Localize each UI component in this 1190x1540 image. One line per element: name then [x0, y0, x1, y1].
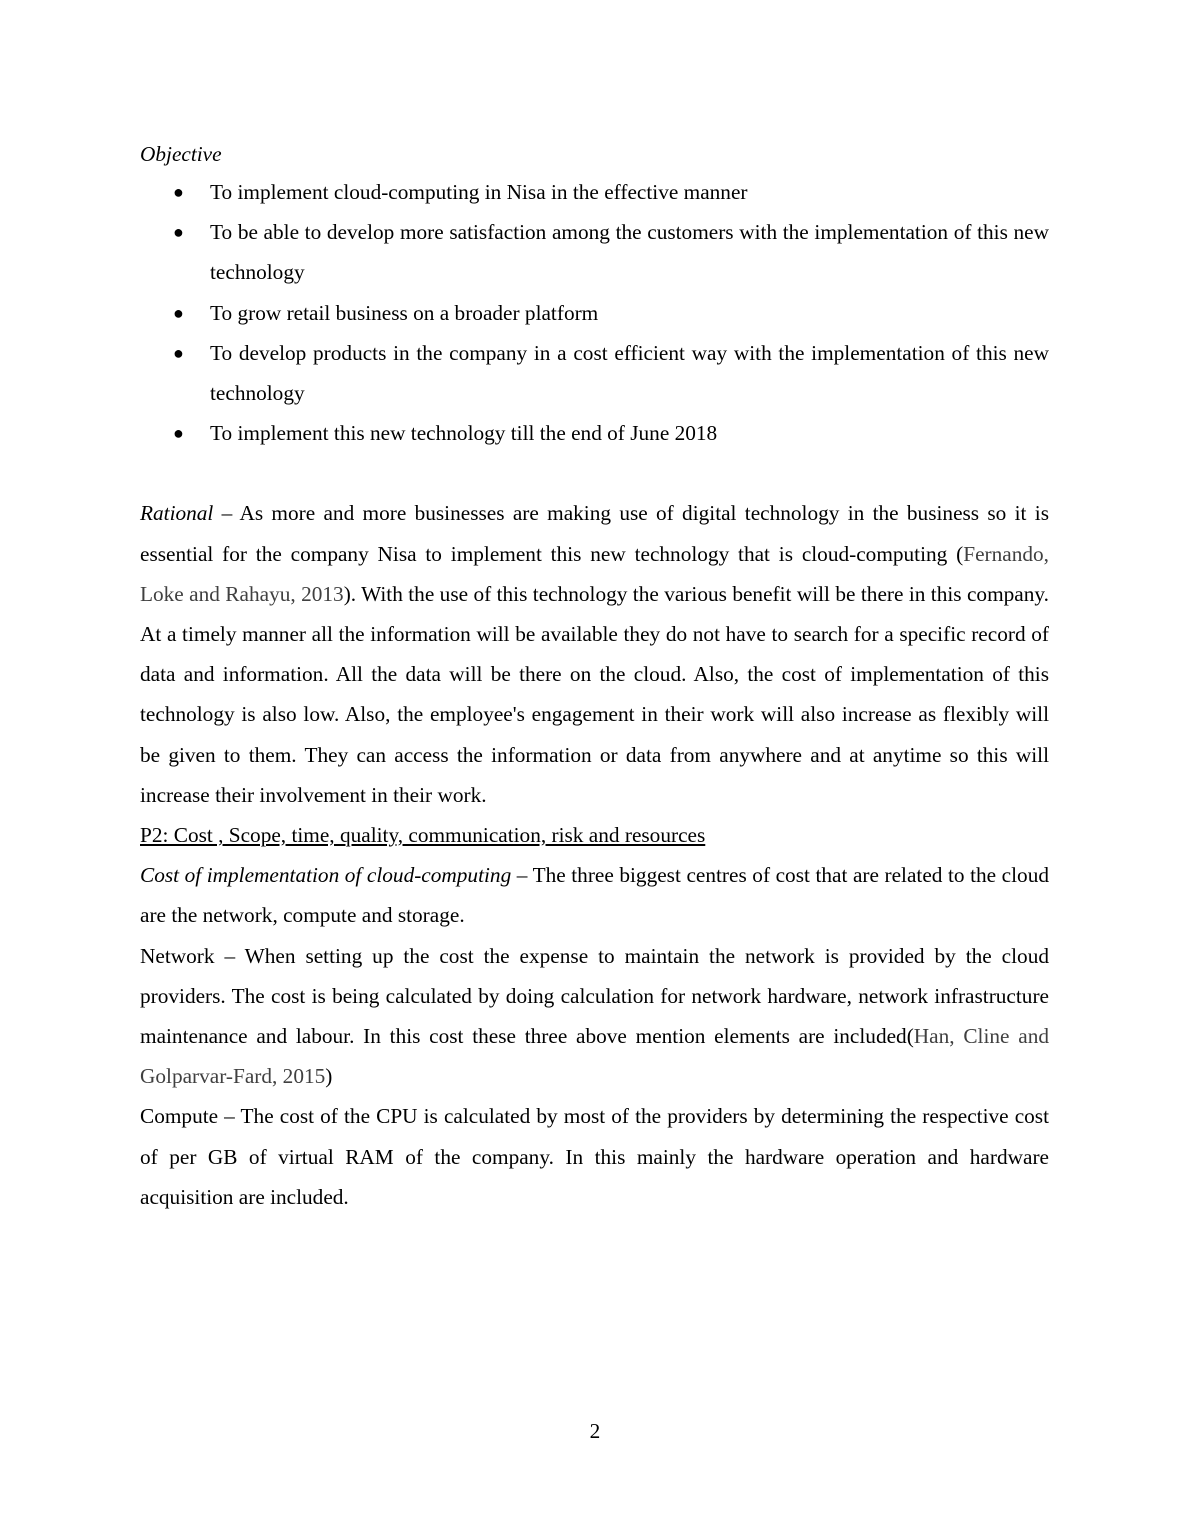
network-close: )	[325, 1064, 333, 1089]
bullet-icon: ●	[173, 342, 184, 363]
bullet-icon: ●	[173, 302, 184, 323]
list-item-text: To develop products in the company in a cost efficient way with the implementation of this new technology	[210, 340, 1049, 406]
blank-line	[140, 453, 1049, 493]
citation: Han, Cline and Golparvar-Fard, 2015	[140, 1024, 1049, 1089]
rational-label: Rational	[140, 501, 214, 526]
document-page	[140, 136, 1049, 1217]
cost-label: Cost of implementation of cloud-computing	[140, 863, 512, 888]
cost-text: – The three biggest centres of cost that are related to the cloud are the network, compute and storage.	[140, 863, 1049, 928]
compute-text: Compute – The cost of the CPU is calculated by most of the providers by determining the respective cost of per GB of virtual RAM of the company. In this mainly the hardware operation and hardware acquisition are included.	[140, 1104, 1049, 1209]
list-item-text: To grow retail business on a broader platform	[210, 300, 599, 325]
objective-list	[140, 172, 1049, 453]
rational-text-1: – As more and more businesses are making use of digital technology in the business so it is essential for the company Nisa to implement this new technology that is cloud-computing (	[140, 501, 1049, 566]
bullet-icon: ●	[173, 423, 184, 444]
network-text: Network – When setting up the cost the expense to maintain the network is provided by the cloud providers. The cost is being calculated by doing calculation for network hardware, network infrastructure maintenance and labour. In this cost these three above mention elements are included(	[140, 943, 1049, 1049]
list-item	[140, 293, 1049, 333]
bullet-icon: ●	[173, 222, 184, 243]
section-heading-p2: P2: Cost , Scope, time, quality, communication, risk and resources	[140, 823, 706, 848]
bullet-icon: ●	[173, 182, 184, 202]
list-item	[140, 212, 1049, 292]
rational-text-2: ). With the use of this technology the various benefit will be there in this company. At a timely manner all the information will be available they do not have to search for a specific record of data and information. All the data will be there on the cloud. Also, the cost of implementation of this technology is also low. Also, the employee's engagement in their work will also increase as flexibly will be given to them. They can access the information or data from anywhere and at anytime so this will increase their involvement in their work.	[140, 581, 1049, 807]
citation: Fernando, Loke and Rahayu, 2013	[140, 541, 1049, 606]
list-item-text: To implement cloud-computing in Nisa in the effective manner	[210, 180, 748, 204]
list-item	[140, 413, 1049, 453]
compute-paragraph	[140, 1096, 1049, 1217]
objective-heading: Objective	[140, 142, 222, 166]
list-item	[140, 333, 1049, 413]
rational-paragraph	[140, 493, 1049, 815]
list-item-text: To implement this new technology till the end of June 2018	[210, 421, 718, 446]
list-item-text: To be able to develop more satisfaction among the customers with the implementation of this new technology	[210, 220, 1049, 285]
list-item	[140, 172, 1049, 212]
cost-paragraph	[140, 855, 1049, 935]
page-number: 2	[589, 1419, 601, 1443]
network-paragraph	[140, 936, 1049, 1097]
